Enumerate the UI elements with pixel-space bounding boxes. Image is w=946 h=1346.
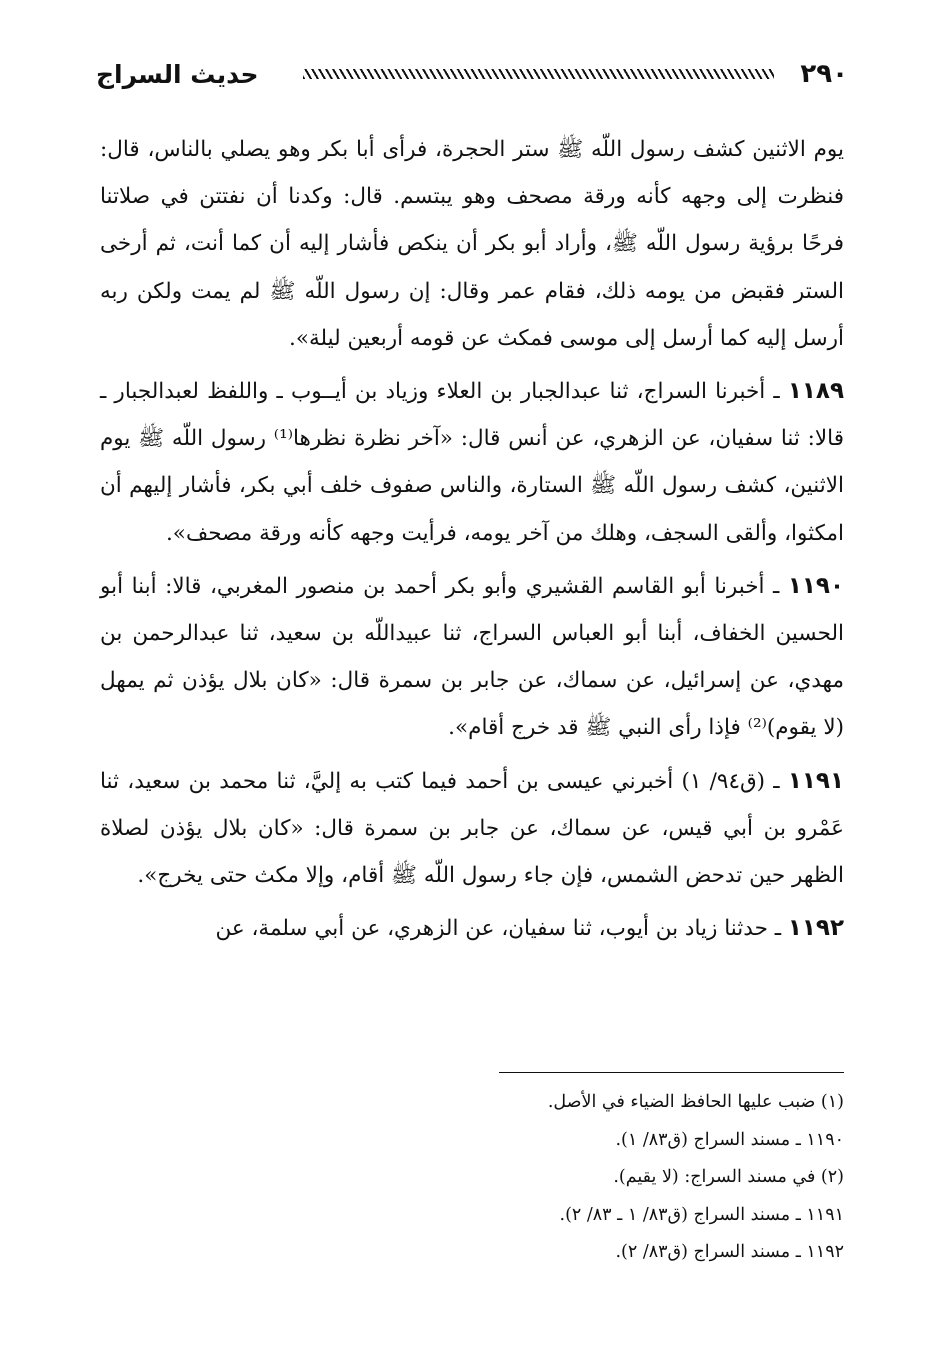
footnote: ١١٩٠ ـ مسند السراج (ق٨٣/ ١).: [615, 1129, 844, 1150]
footnote: ١١٩١ ـ مسند السراج (ق٨٣/ ١ ـ ٨٣/ ٢).: [559, 1204, 844, 1225]
paragraph-text: ـ أخبرنا أبو القاسم القشيري وأبو بكر أحمد بن منصور المغربي، قالا: أبنا أبو الحسين الخفاف، أبنا أبو العباس السراج، ثنا عبيداللّه بن سعيد، ثنا عبدالرحمن بن مهدي، عن إسرائيل، عن سماك، عن جابر بن سمرة قال: «كان بلال يؤذن ثم يمهل (لا يقوم)⁽²⁾ فإذا رأى النبي ﷺ قد خرج أقام».: [100, 573, 844, 741]
header-hatch-rule: [303, 69, 775, 79]
footnotes: [100, 1084, 844, 1272]
page-number: ٢٩٠: [800, 59, 848, 89]
footnote: (٢) في مسند السراج: (لا يقيم).: [613, 1167, 844, 1187]
paragraph-text: ـ أخبرنا السراج، ثنا عبدالجبار بن العلاء وزياد بن أيــوب ـ واللفظ لعبدالجبار ـ قالا: ثنا سفيان، عن الزهري، عن أنس قال: «آخر نظرة نظرها⁽¹⁾ رسول اللّه ﷺ يوم الاثنين، كشف رسول اللّه ﷺ الستارة، والناس صفوف خلف أبي بكر، فأشار إليهم أن امكثوا، وألقى السجف، وهلك من آخر يومه، فرأيت وجهه كأنه ورقة مصحف».: [100, 379, 844, 546]
paragraph-text: ـ حدثنا زياد بن أيوب، ثنا سفيان، عن الزهري، عن أبي سلمة، عن: [215, 916, 781, 942]
footnote: ١١٩٢ ـ مسند السراج (ق٨٣/ ٢).: [615, 1242, 844, 1262]
footnote-separator: [499, 1072, 844, 1073]
footnote: (١) ضبب عليها الحافظ الضياء في الأصل.: [547, 1092, 844, 1112]
page-header: [96, 52, 848, 96]
main-text: [100, 126, 844, 958]
paragraph-continuation: [100, 126, 844, 362]
hadith-number: ١١٩٠: [787, 572, 845, 599]
hadith-number: ١١٨٩: [787, 378, 844, 405]
hadith-1189: [100, 368, 844, 557]
hadith-1190: [100, 563, 844, 752]
hadith-number: ١١٩٢: [787, 915, 844, 942]
hadith-number: ١١٩١: [787, 767, 845, 794]
running-title: حديث السراج: [96, 59, 259, 89]
paragraph-text: ـ (ق٩٤/ ١) أخبرني عيسى بن أحمد فيما كتب به إليَّ، ثنا محمد بن سعيد، ثنا عَمْرو بن أبي قيس، عن سماك، عن جابر بن سمرة قال: «كان بلال يؤذن لصلاة الظهر حين تدحض الشمس، فإن جاء رسول اللّه ﷺ أقام، وإلا مكث حتى يخرج».: [100, 768, 844, 889]
hadith-1191: [100, 758, 844, 900]
hadith-1192: [100, 905, 844, 952]
paragraph-text: يوم الاثنين كشف رسول اللّه ﷺ ستر الحجرة، فرأى أبا بكر وهو يصلي بالناس، قال: فنظرت إلى وجهه كأنه ورقة مصحف وهو يبتسم. قال: وكدنا أن نفتتن في صلاتنا فرحًا برؤية رسول اللّه ﷺ، وأراد أبو بكر أن ينكص فأشار إليه أن كما أنت، ثم أرخى الستر فقبض من يومه ذلك، فقام عمر وقال: إن رسول اللّه ﷺ لم يمت ولكن ربه أرسل إليه كما أرسل إلى موسى فمكث عن قومه أربعين ليلة».: [100, 137, 844, 351]
